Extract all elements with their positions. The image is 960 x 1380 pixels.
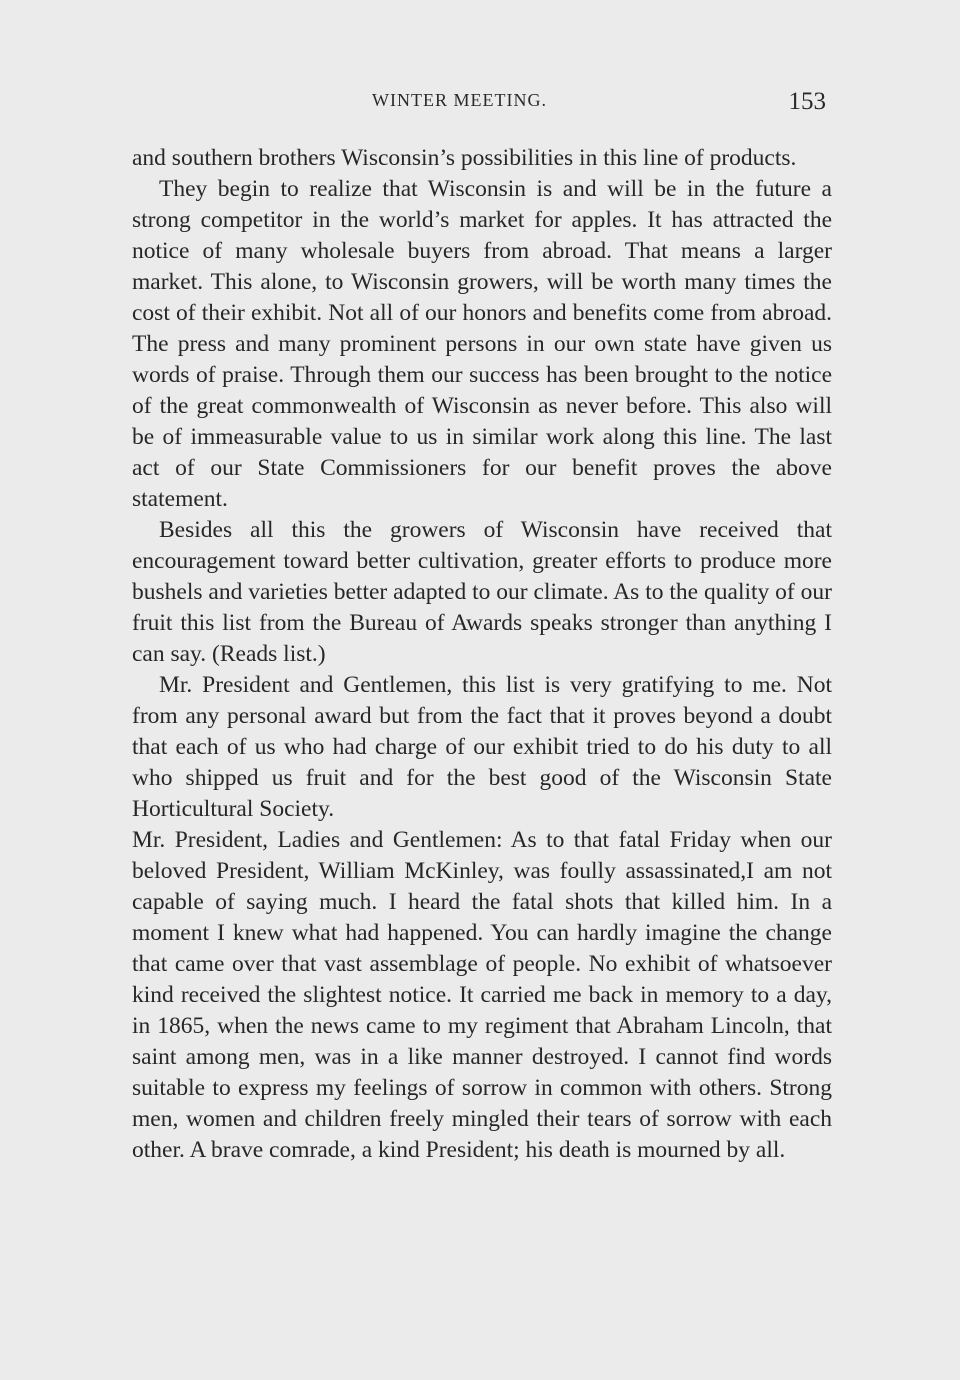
running-title: WINTER MEETING. [372, 90, 547, 110]
running-head [0, 90, 960, 120]
page-number: 153 [788, 88, 826, 115]
paragraph-wisconsin-competitor: They begin to realize that Wisconsin is and will be in the future a strong competitor in the world’s market for apples. It has attracted the notice of many wholesale buyers from abroad. That means a larger market. This alone, to Wisconsin growers, will be worth many times the cost of their exhibit. Not all of our honors and benefits come from abroad. The press and many prominent persons in our own state have given us words of praise. Through them our success has been brought to the notice of the great commonwealth of Wisconsin as never before. This also will be of immeasurable value to us in similar work along this line. The last act of our State Commissioners for our benefit proves the above statement. [132, 176, 832, 512]
paragraph-encouragement: Besides all this the growers of Wisconsin have received that encouragement toward better cultivation, greater efforts to produce more bushels and varieties better adapted to our climate. As to the quality of our fruit this list from the Bureau of Awards speaks stronger than anything I can say. (Reads list.) [132, 517, 832, 667]
paragraph-gratifying-list: Mr. President and Gentlemen, this list is very gratifying to me. Not from any personal award but from the fact that it proves beyond a doubt that each of us who had charge of our exhibit tried to do his duty to all who shipped us fruit and for the best good of the Wisconsin State Horticultural Society. [132, 672, 832, 822]
paragraph-continuation: and southern brothers Wisconsin’s possibilities in this line of products. [132, 145, 797, 171]
body-text [132, 143, 832, 1166]
paragraph-mckinley: Mr. President, Ladies and Gentlemen: As to that fatal Friday when our beloved President, William McKinley, was foully assassinated,I am not capable of saying much. I heard the fatal shots that killed him. In a moment I knew what had happened. You can hardly imagine the change that came over that vast assemblage of people. No exhibit of whatsoever kind received the slightest notice. It carried me back in memory to a day, in 1865, when the news came to my regiment that Abraham Lincoln, that saint among men, was in a like manner destroyed. I cannot find words suitable to express my feelings of sorrow in common with others. Strong men, women and children freely mingled their tears of sorrow with each other. A brave comrade, a kind President; his death is mourned by all. [132, 827, 832, 1163]
